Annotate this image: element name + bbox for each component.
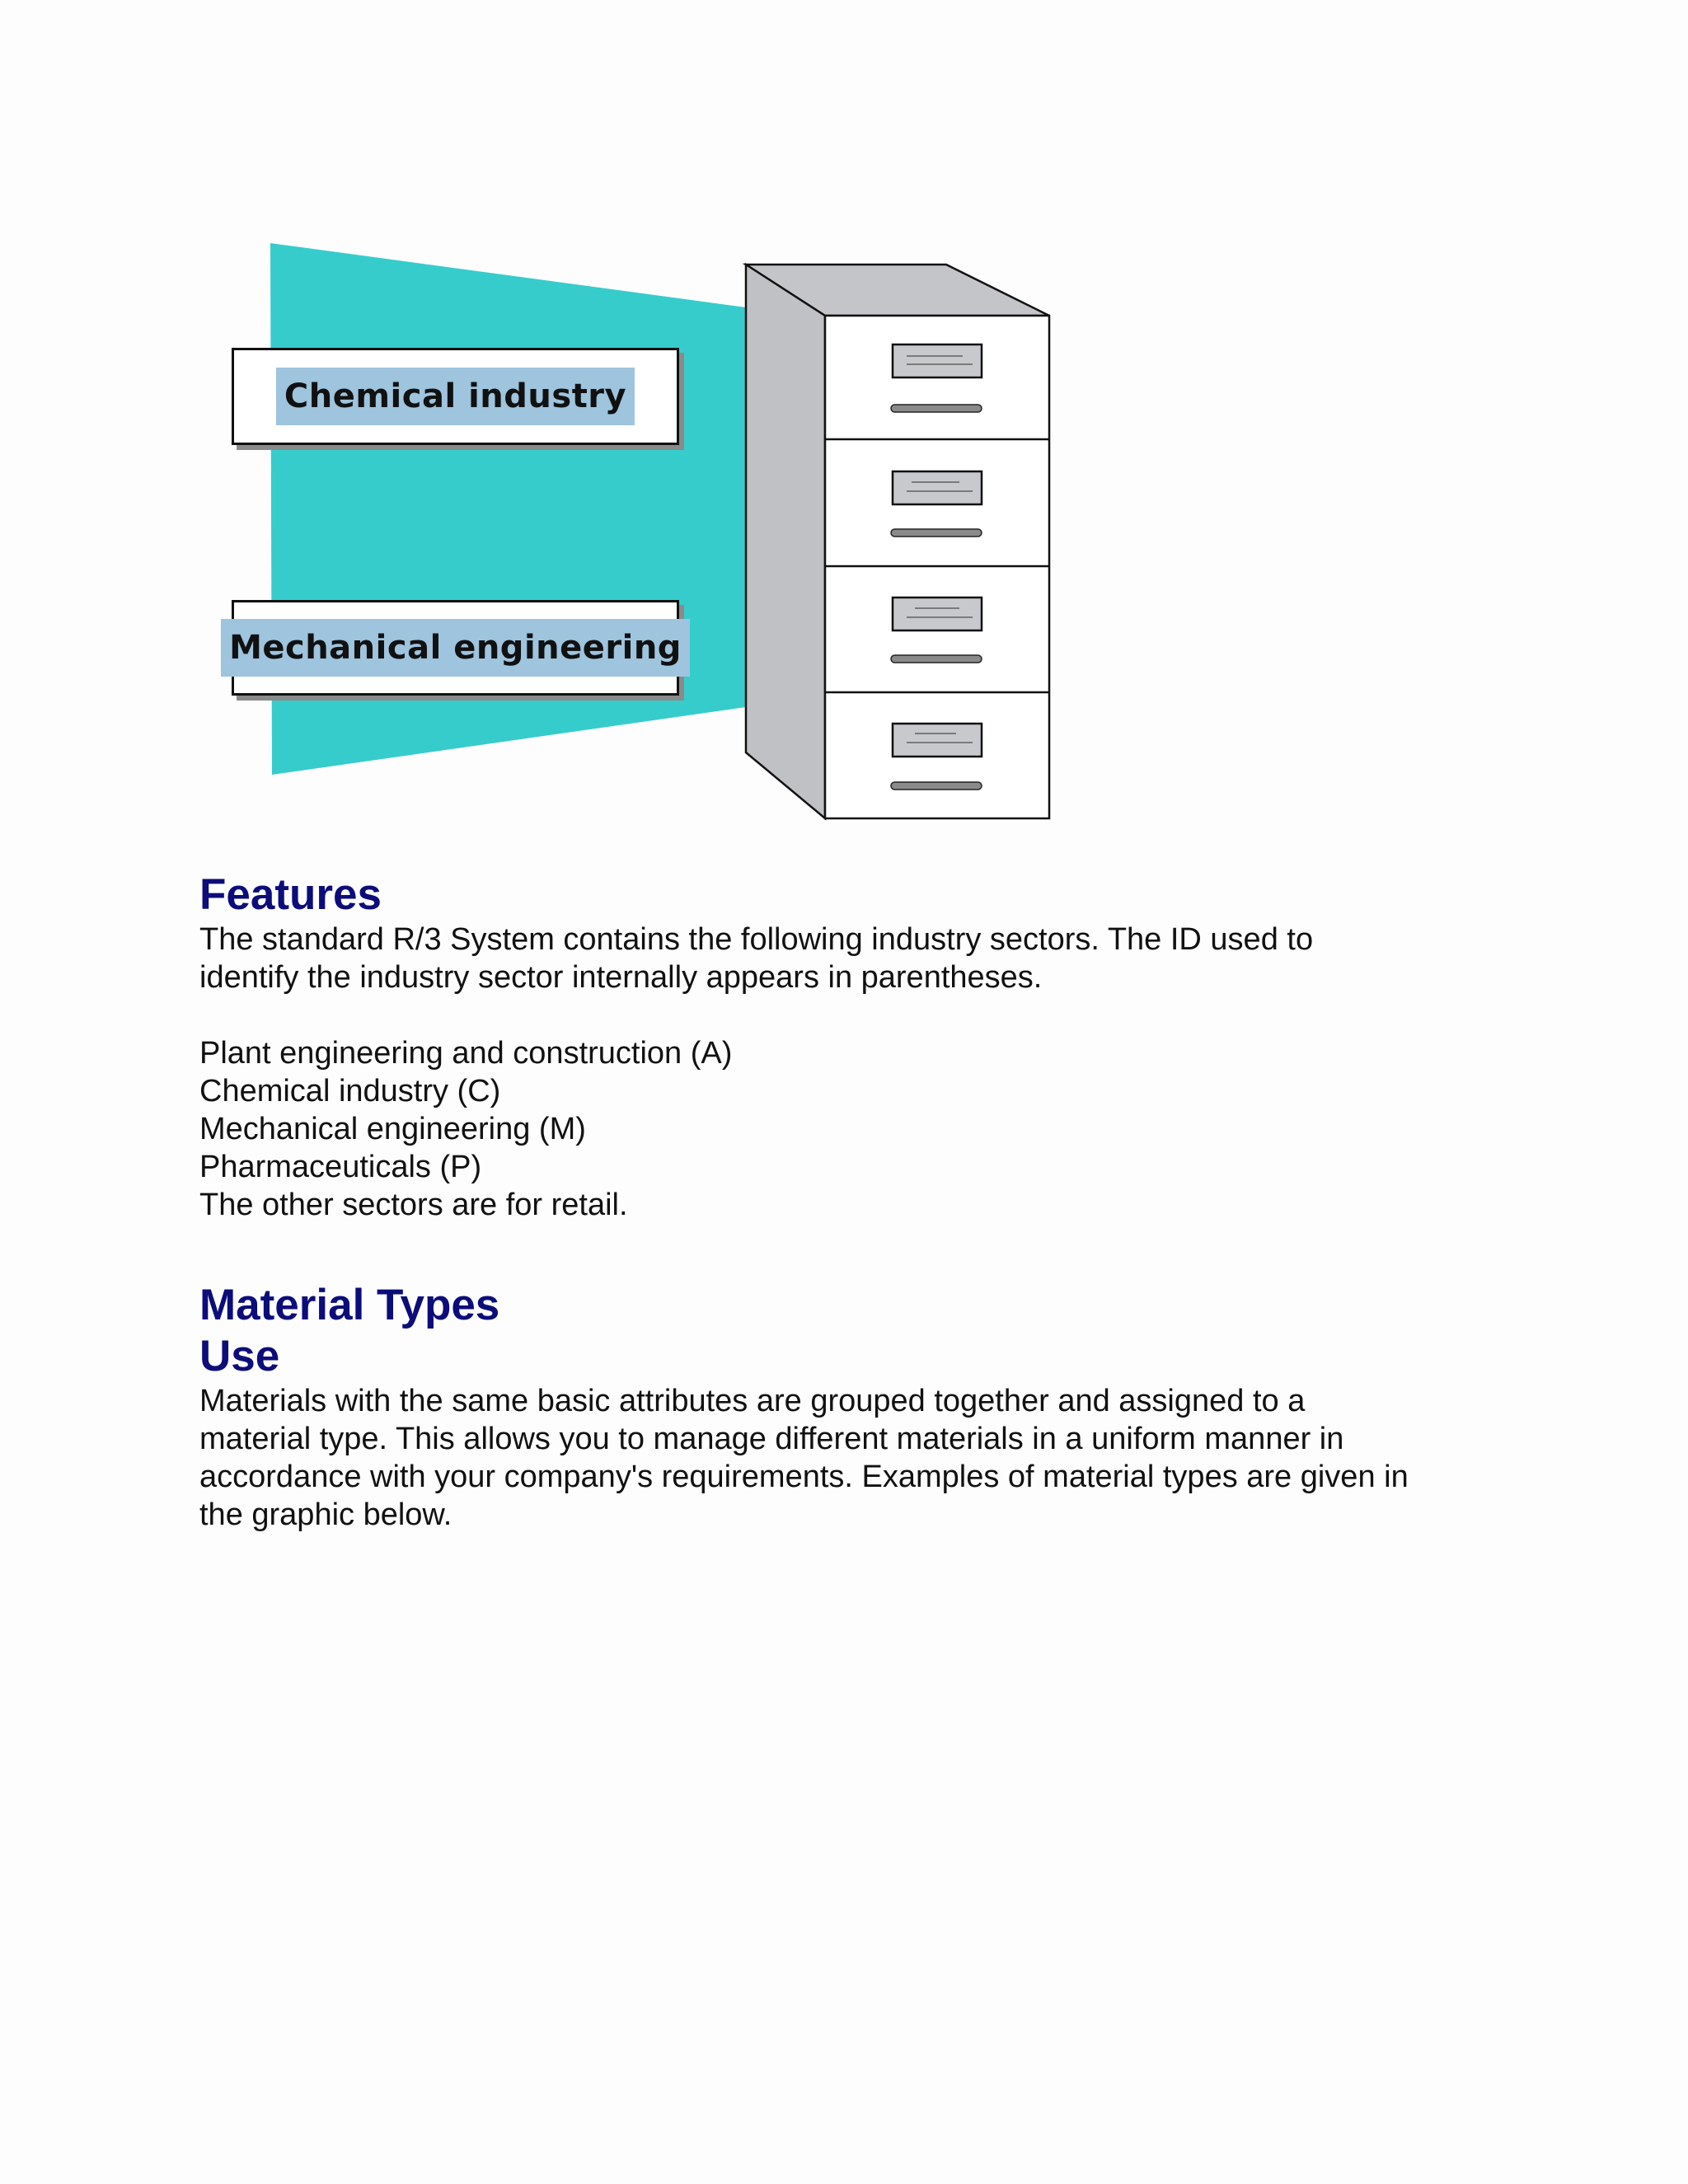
industry-sector-diagram [0, 0, 1688, 841]
list-item: Pharmaceuticals (P) [199, 1150, 482, 1184]
document-body [199, 869, 1518, 1534]
drawer-label-plate [893, 724, 982, 757]
drawer-handle [891, 782, 982, 790]
material-types-heading: Material Types [199, 1281, 500, 1329]
industry-sector-list [199, 1034, 1518, 1224]
mechanical-engineering-label-box [229, 600, 682, 696]
chemical-industry-label-box [232, 348, 679, 445]
features-intro-line: identify the industry sector internally appears in parentheses. [199, 960, 1043, 995]
filing-cabinet-icon [746, 265, 1049, 818]
paragraph-line: Materials with the same basic attributes are grouped together and assigned to a [199, 1384, 1306, 1418]
features-intro [199, 921, 1518, 996]
material-types-section [199, 1280, 1518, 1534]
list-item: Plant engineering and construction (A) [199, 1036, 733, 1071]
paragraph-line: accordance with your company's requirements. Examples of material types are given in [199, 1460, 1409, 1494]
paragraph-line: material type. This allows you to manage different materials in a uniform manner in [199, 1422, 1344, 1456]
chemical-industry-label: Chemical industry [276, 368, 635, 425]
features-heading: Features [199, 870, 382, 919]
drawer-handle [891, 405, 982, 412]
drawer-label-plate [893, 344, 982, 377]
list-item: The other sectors are for retail. [199, 1188, 628, 1222]
list-item: Mechanical engineering (M) [199, 1112, 586, 1146]
paragraph-line: the graphic below. [199, 1497, 452, 1532]
features-intro-line: The standard R/3 System contains the following industry sectors. The ID used to [199, 922, 1314, 957]
drawer-handle [891, 529, 982, 537]
use-subheading: Use [199, 1332, 280, 1380]
drawer-label-plate [893, 598, 982, 630]
drawer-label-plate [893, 471, 982, 504]
cabinet-side [746, 265, 825, 818]
drawer-handle [891, 655, 982, 663]
material-types-paragraph [199, 1382, 1518, 1534]
list-item: Chemical industry (C) [199, 1074, 501, 1108]
mechanical-engineering-label: Mechanical engineering [221, 619, 690, 677]
features-section [199, 869, 1518, 1224]
